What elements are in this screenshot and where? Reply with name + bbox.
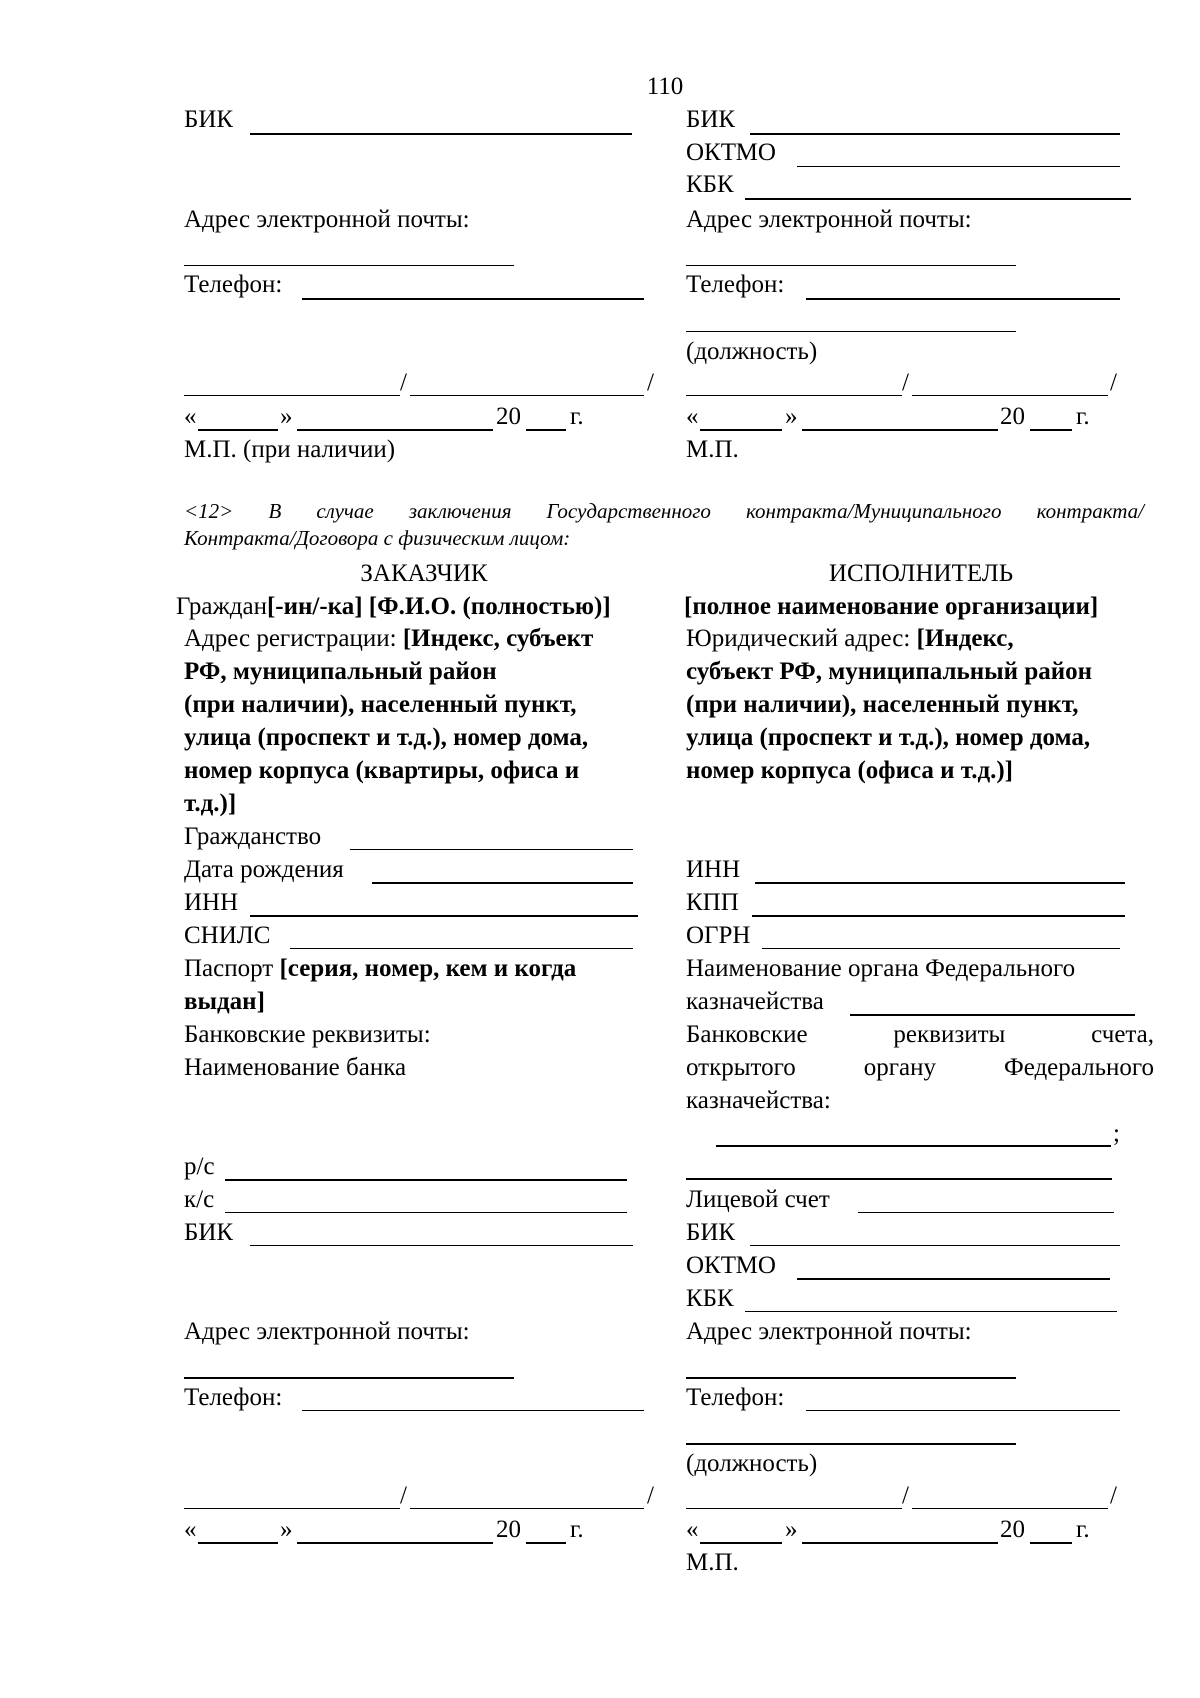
contractor-name-field[interactable] bbox=[912, 1508, 1108, 1509]
customer-rs-label: р/с bbox=[184, 1153, 215, 1180]
customer-bik-label: БИК bbox=[184, 1219, 234, 1246]
contractor-personal-account-field[interactable] bbox=[858, 1212, 1114, 1213]
top-left-phone-label: Телефон: bbox=[184, 271, 283, 298]
top-right-year-field[interactable] bbox=[1030, 429, 1072, 431]
contractor-bank2-word-2: органу bbox=[863, 1054, 936, 1081]
footnote bbox=[184, 498, 1144, 552]
contractor-legal-text-2: субъект РФ, муниципальный район bbox=[686, 658, 1093, 685]
top-right-sig-slash: / bbox=[902, 369, 909, 396]
top-right-email-field[interactable] bbox=[686, 265, 1016, 266]
customer-sig-slash: / bbox=[400, 1482, 407, 1509]
top-left-date-close: » bbox=[280, 403, 293, 430]
top-right-mp: М.П. bbox=[686, 436, 739, 463]
customer-heading: ЗАКАЗЧИК bbox=[360, 560, 488, 587]
customer-passport-label: Паспорт bbox=[184, 955, 280, 982]
customer-reg-text-3: (при наличии), населенный пункт, bbox=[184, 691, 577, 718]
top-left-sig-slash: / bbox=[400, 369, 407, 396]
contractor-legal-text-4: улица (проспект и т.д.), номер дома, bbox=[686, 724, 1091, 751]
contractor-account-field-2[interactable] bbox=[686, 1178, 1112, 1180]
customer-snils-field[interactable] bbox=[290, 948, 633, 949]
customer-reg-text-2: РФ, муниципальный район bbox=[184, 658, 497, 685]
customer-citizenship-label: Гражданство bbox=[184, 823, 322, 850]
top-left-bik-field[interactable] bbox=[250, 133, 632, 135]
contractor-oktmo-field[interactable] bbox=[797, 1278, 1110, 1280]
contractor-email-label: Адрес электронной почты: bbox=[686, 1318, 972, 1345]
contractor-treasury-text-2: казначейства bbox=[686, 988, 824, 1015]
customer-passport-line bbox=[184, 952, 576, 985]
contractor-sig-slash: / bbox=[902, 1482, 909, 1509]
customer-year-field[interactable] bbox=[526, 1542, 566, 1544]
contractor-kpp-field[interactable] bbox=[752, 915, 1125, 917]
contractor-bank-line-2 bbox=[686, 1051, 1154, 1084]
contractor-bank-line-3: казначейства: bbox=[686, 1087, 831, 1114]
top-right-oktmo-label: ОКТМО bbox=[686, 139, 776, 166]
customer-birthdate-label: Дата рождения bbox=[184, 856, 344, 883]
customer-inn-label: ИНН bbox=[184, 889, 239, 916]
contractor-phone-field[interactable] bbox=[806, 1410, 1120, 1411]
contractor-date-open: « bbox=[686, 1516, 699, 1543]
contractor-oktmo-label: ОКТМО bbox=[686, 1252, 776, 1279]
contractor-personal-account-label: Лицевой счет bbox=[686, 1186, 830, 1213]
top-right-phone-field[interactable] bbox=[806, 298, 1120, 300]
contractor-signature-field[interactable] bbox=[686, 1508, 902, 1509]
customer-rs-field[interactable] bbox=[225, 1179, 627, 1181]
top-left-year-field[interactable] bbox=[526, 429, 566, 431]
top-left-signature-field[interactable] bbox=[184, 395, 400, 396]
contractor-mp: М.П. bbox=[686, 1549, 739, 1576]
contractor-ogrn-field[interactable] bbox=[762, 948, 1120, 949]
customer-reg-text-6: т.д.)] bbox=[184, 790, 237, 817]
customer-reg-text-1: [Индекс, субъект bbox=[402, 625, 594, 652]
contractor-date-g: г. bbox=[1076, 1516, 1090, 1543]
top-right-day-field[interactable] bbox=[700, 429, 782, 431]
top-right-sig-end: / bbox=[1110, 369, 1117, 396]
contractor-legal-text-1: [Индекс, bbox=[916, 625, 1014, 652]
customer-reg-text-4: улица (проспект и т.д.), номер дома, bbox=[184, 724, 589, 751]
footnote-line-2: Контракта/Договора с физическим лицом: bbox=[184, 526, 571, 550]
contractor-year-field[interactable] bbox=[1030, 1542, 1072, 1544]
contractor-bik-label: БИК bbox=[686, 1219, 736, 1246]
top-right-date-close: » bbox=[785, 403, 798, 430]
contractor-phone-label: Телефон: bbox=[686, 1384, 785, 1411]
top-right-date-year: 20 bbox=[1000, 403, 1025, 430]
top-right-email-label: Адрес электронной почты: bbox=[686, 206, 972, 233]
customer-date-close: » bbox=[280, 1516, 293, 1543]
customer-snils-label: СНИЛС bbox=[184, 922, 271, 949]
customer-inn-field[interactable] bbox=[250, 915, 638, 917]
top-right-month-field[interactable] bbox=[802, 429, 998, 431]
customer-name-field[interactable] bbox=[410, 1508, 644, 1509]
customer-reg-text-5: номер корпуса (квартиры, офиса и bbox=[184, 757, 580, 784]
contractor-account-field[interactable] bbox=[716, 1145, 1111, 1147]
customer-passport-text-2: выдан] bbox=[184, 988, 265, 1015]
customer-passport-text-1: [серия, номер, кем и когда bbox=[279, 955, 577, 982]
customer-date-open: « bbox=[184, 1516, 197, 1543]
contractor-semicolon: ; bbox=[1113, 1120, 1120, 1147]
customer-date-year: 20 bbox=[496, 1516, 521, 1543]
top-right-position-label: (должность) bbox=[686, 338, 818, 365]
customer-fio: [Ф.И.О. (полностью)] bbox=[368, 593, 611, 620]
contractor-treasury-text-1: Наименование органа Федерального bbox=[686, 955, 1076, 982]
top-left-date-open: « bbox=[184, 403, 197, 430]
top-right-bik-label: БИК bbox=[686, 106, 736, 133]
contractor-kbk-label: КБК bbox=[686, 1285, 734, 1312]
top-left-bik-label: БИК bbox=[184, 106, 234, 133]
footnote-line-1: <12> В случае заключения Государственного контракта/Муниципального контракта/ bbox=[184, 499, 1144, 523]
contractor-position-field[interactable] bbox=[686, 1443, 1016, 1445]
customer-month-field[interactable] bbox=[297, 1542, 493, 1544]
customer-phone-label: Телефон: bbox=[184, 1384, 283, 1411]
contractor-legal-text-5: номер корпуса (офиса и т.д.)] bbox=[686, 757, 1014, 784]
customer-bank-name-label: Наименование банка bbox=[184, 1054, 407, 1081]
top-right-kbk-field[interactable] bbox=[745, 198, 1131, 200]
contractor-legal-label: Юридический адрес: bbox=[686, 625, 917, 652]
customer-reg-label: Адрес регистрации: bbox=[184, 625, 403, 652]
contractor-month-field[interactable] bbox=[802, 1542, 998, 1544]
contractor-sig-end: / bbox=[1110, 1482, 1117, 1509]
top-right-kbk-label: КБК bbox=[686, 171, 734, 198]
contractor-bank2-word-3: Федерального bbox=[1003, 1054, 1154, 1081]
contractor-date-close: » bbox=[785, 1516, 798, 1543]
contractor-inn-field[interactable] bbox=[755, 882, 1125, 884]
customer-ks-label: к/с bbox=[184, 1186, 215, 1213]
contractor-date-year: 20 bbox=[1000, 1516, 1025, 1543]
customer-bank-details-label: Банковские реквизиты: bbox=[184, 1021, 431, 1048]
contractor-legal-line-1 bbox=[686, 622, 1014, 655]
top-left-sig-end: / bbox=[647, 369, 654, 396]
customer-phone-field[interactable] bbox=[302, 1410, 644, 1411]
contractor-bank-word-2: реквизиты bbox=[893, 1021, 1006, 1048]
customer-citizen-suffix: [-ин/-ка] bbox=[266, 593, 363, 620]
customer-sig-end: / bbox=[647, 1482, 654, 1509]
contractor-org-name: [полное наименование организации] bbox=[684, 593, 1099, 620]
top-right-date-open: « bbox=[686, 403, 699, 430]
contractor-kpp-label: КПП bbox=[686, 889, 739, 916]
contractor-bank2-word-1: открытого bbox=[686, 1054, 796, 1081]
contractor-email-field[interactable] bbox=[686, 1377, 1016, 1379]
top-left-name-field[interactable] bbox=[410, 395, 644, 396]
contractor-inn-label: ИНН bbox=[686, 856, 741, 883]
top-left-mp: М.П. (при наличии) bbox=[184, 436, 396, 463]
contractor-bik-field[interactable] bbox=[750, 1245, 1120, 1246]
contractor-ogrn-label: ОГРН bbox=[686, 922, 751, 949]
top-right-date-g: г. bbox=[1076, 403, 1090, 430]
contractor-treasury-field[interactable] bbox=[850, 1014, 1135, 1016]
contractor-bank-word-3: счета, bbox=[1091, 1021, 1154, 1048]
contractor-bank-line-1 bbox=[686, 1018, 1154, 1051]
customer-bik-field[interactable] bbox=[250, 1245, 633, 1246]
page-number: 110 bbox=[646, 73, 684, 100]
customer-email-label: Адрес электронной почты: bbox=[184, 1318, 470, 1345]
top-left-phone-field[interactable] bbox=[302, 298, 644, 300]
customer-citizen-line bbox=[176, 590, 611, 623]
contractor-heading: ИСПОЛНИТЕЛЬ bbox=[828, 560, 1014, 587]
contractor-day-field[interactable] bbox=[700, 1542, 782, 1544]
customer-citizenship-field[interactable] bbox=[350, 849, 633, 850]
customer-citizen-prefix: Граждан bbox=[176, 593, 267, 620]
customer-ks-field[interactable] bbox=[225, 1212, 627, 1213]
top-left-email-label: Адрес электронной почты: bbox=[184, 206, 470, 233]
top-left-date-g: г. bbox=[570, 403, 584, 430]
top-right-position-field[interactable] bbox=[686, 331, 1016, 332]
contractor-bank-word-1: Банковские bbox=[686, 1021, 808, 1048]
customer-birthdate-field[interactable] bbox=[372, 882, 633, 884]
top-right-oktmo-field[interactable] bbox=[797, 166, 1120, 167]
top-left-email-field[interactable] bbox=[184, 265, 514, 266]
customer-day-field[interactable] bbox=[198, 1542, 278, 1544]
top-right-signature-field[interactable] bbox=[686, 395, 902, 396]
contractor-position-label: (должность) bbox=[686, 1450, 818, 1477]
contractor-legal-text-3: (при наличии), населенный пункт, bbox=[686, 691, 1079, 718]
top-right-phone-label: Телефон: bbox=[686, 271, 785, 298]
customer-email-field[interactable] bbox=[184, 1377, 514, 1379]
top-left-date-year: 20 bbox=[496, 403, 521, 430]
top-left-month-field[interactable] bbox=[297, 429, 493, 431]
top-right-bik-field[interactable] bbox=[750, 133, 1120, 135]
top-left-day-field[interactable] bbox=[198, 429, 278, 431]
customer-reg-line-1 bbox=[184, 622, 593, 655]
customer-signature-field[interactable] bbox=[184, 1508, 400, 1509]
contractor-kbk-field[interactable] bbox=[745, 1311, 1117, 1312]
customer-date-g: г. bbox=[570, 1516, 584, 1543]
top-right-name-field[interactable] bbox=[912, 395, 1108, 396]
